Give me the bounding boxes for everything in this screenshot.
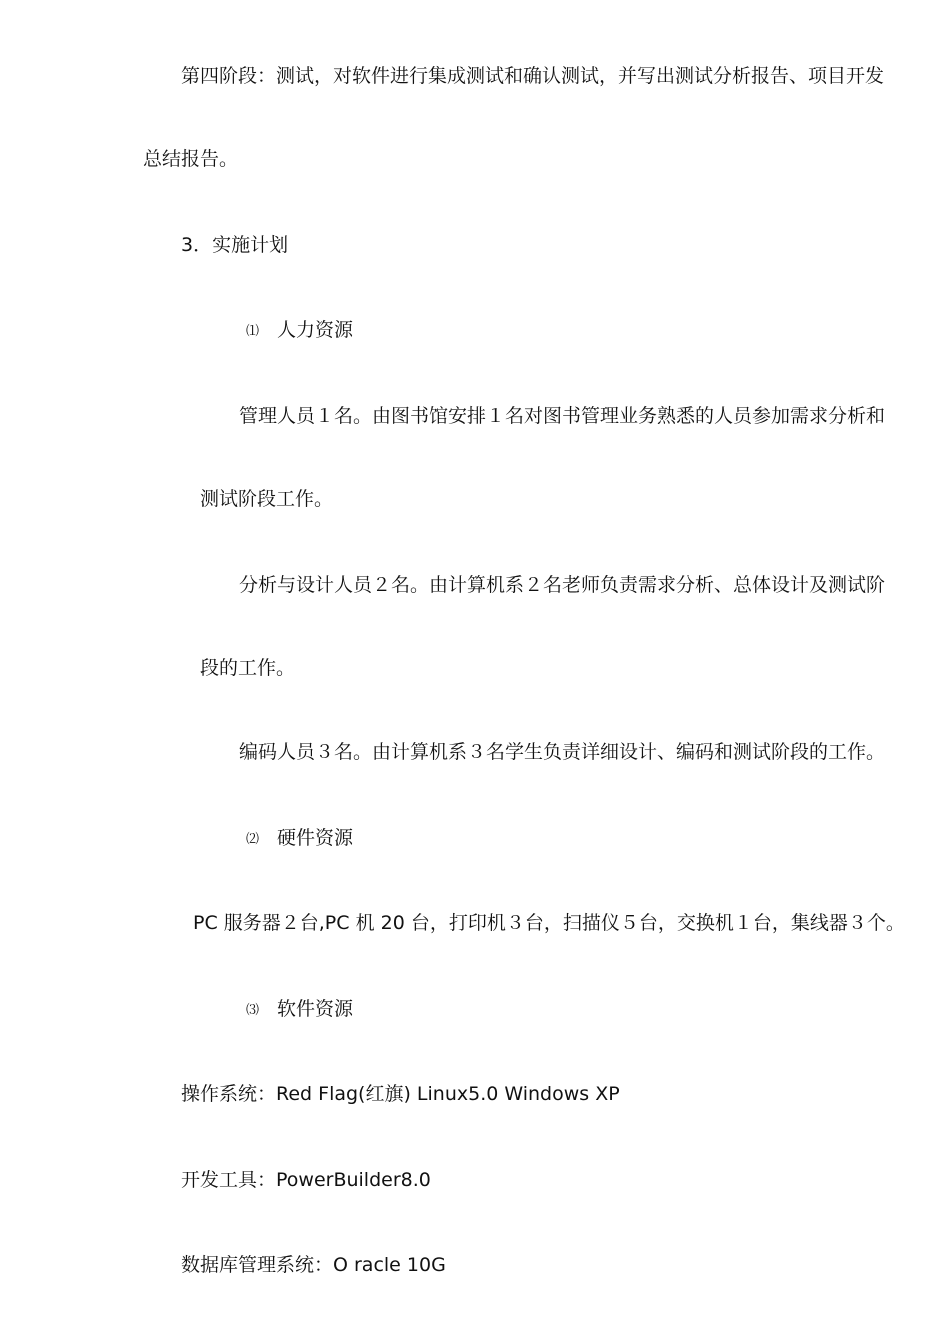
paragraph-design-line1: 分析与设计人员２名。由计算机系２名老师负责需求分析、总体设计及测试阶 — [239, 574, 886, 596]
paragraph-management-line2: 测试阶段工作。 — [200, 488, 334, 510]
subheading-human-resources — [246, 318, 353, 344]
paragraph-stage-four-line1: 第四阶段：测试，对软件进行集成测试和确认测试，并写出测试分析报告、项目开发 — [181, 65, 885, 87]
subheading-software-resources — [246, 997, 353, 1023]
section-heading-implementation-plan: 3．实施计划 — [181, 234, 289, 256]
paragraph-dev-tools: 开发工具：PowerBuilder8.0 — [181, 1169, 431, 1191]
paragraph-stage-four-line2: 总结报告。 — [143, 148, 239, 170]
subheading-label: 软件资源 — [277, 998, 354, 1020]
subheading-label: 人力资源 — [277, 319, 354, 341]
subheading-hardware-resources — [246, 826, 353, 852]
paragraph-hardware-list: PC 服务器２台,PC 机 20 台，打印机３台，扫描仪５台，交换机１台，集线器３个。 — [193, 912, 905, 934]
paragraph-coding: 编码人员３名。由计算机系３名学生负责详细设计、编码和测试阶段的工作。 — [239, 741, 886, 763]
paragraph-management-line1: 管理人员１名。由图书馆安排１名对图书管理业务熟悉的人员参加需求分析和 — [239, 405, 886, 427]
list-marker: ⑴ — [246, 324, 260, 339]
paragraph-operating-system: 操作系统：Red Flag(红旗) Linux5.0 Windows XP — [181, 1083, 620, 1105]
list-marker: ⑵ — [246, 832, 260, 847]
subheading-label: 硬件资源 — [277, 827, 354, 849]
paragraph-design-line2: 段的工作。 — [200, 657, 296, 679]
paragraph-database: 数据库管理系统：O racle 10G — [181, 1254, 446, 1276]
list-marker: ⑶ — [246, 1003, 260, 1018]
